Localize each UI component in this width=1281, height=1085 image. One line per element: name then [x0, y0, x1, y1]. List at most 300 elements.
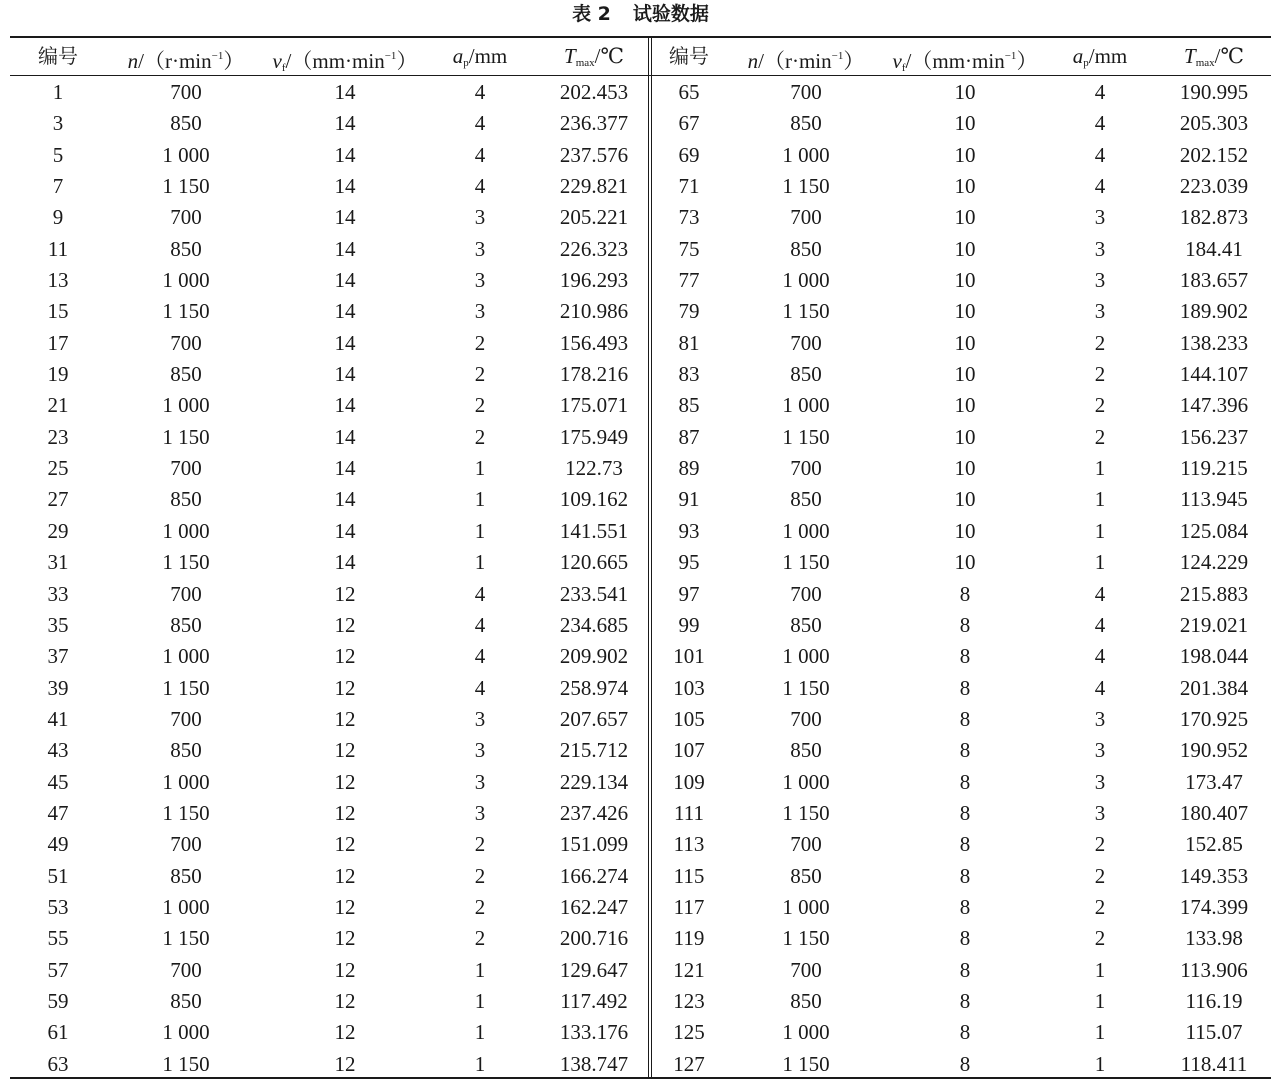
table-cell: 8 — [959, 863, 971, 888]
table-cell: 43 — [47, 738, 69, 763]
table-cell: 1 150 — [162, 424, 210, 449]
header-temp-symbol: T — [564, 44, 576, 68]
table-cell: 47 — [47, 800, 69, 825]
table-cell: 1 — [474, 550, 486, 575]
table-cell: 8 — [959, 675, 971, 700]
table-cell: 258.974 — [559, 675, 629, 700]
table-cell: 12 — [334, 832, 356, 857]
table-cell: 2 — [1094, 424, 1106, 449]
table-cell: 850 — [790, 236, 822, 261]
table-row — [10, 798, 1271, 829]
table-row — [10, 955, 1271, 986]
table-cell: 3 — [474, 769, 486, 794]
table-cell: 205.303 — [1179, 111, 1249, 136]
table-cell: 14 — [334, 111, 356, 136]
table-cell: 14 — [334, 362, 356, 387]
table-cell: 850 — [790, 863, 822, 888]
table-cell: 31 — [47, 550, 69, 575]
table-cell: 200.716 — [559, 926, 629, 951]
table-cell: 14 — [334, 518, 356, 543]
table-cell: 1 — [474, 1051, 486, 1076]
table-cell: 3 — [1094, 299, 1106, 324]
table-cell: 1 — [1094, 456, 1106, 481]
header-depth-sub-2: p — [1083, 57, 1089, 69]
header-depth — [440, 38, 520, 75]
table-cell: 97 — [678, 581, 700, 606]
table-cell: 10 — [954, 80, 976, 104]
table-cell: 3 — [474, 706, 486, 731]
table-cell: 700 — [790, 706, 822, 731]
header-depth-2 — [1060, 38, 1140, 75]
table-cell: 1 000 — [782, 1020, 830, 1045]
table-row — [10, 171, 1271, 202]
table-cell: 127 — [673, 1051, 705, 1076]
table-cell: 69 — [678, 142, 700, 167]
table-cell: 49 — [47, 832, 69, 857]
table-row — [10, 108, 1271, 139]
header-feed-symbol-2: v — [892, 49, 902, 73]
table-cell: 1 000 — [162, 1020, 210, 1045]
table-cell: 10 — [954, 236, 976, 261]
table-cell: 67 — [678, 111, 700, 136]
table-cell: 850 — [790, 487, 822, 512]
table-cell: 103 — [673, 675, 705, 700]
table-cell: 115 — [673, 863, 705, 888]
table-cell: 119 — [673, 926, 705, 951]
table-cell: 129.647 — [559, 957, 629, 982]
table-cell: 237.426 — [559, 800, 629, 825]
table-cell: 1 150 — [782, 174, 830, 199]
table-cell: 2 — [1094, 926, 1106, 951]
table-cell: 113 — [673, 832, 705, 857]
table-cell: 700 — [790, 581, 822, 606]
table-cell: 1 000 — [782, 769, 830, 794]
table-cell: 3 — [1094, 205, 1106, 230]
table-cell: 175.071 — [559, 393, 629, 418]
table-cell: 1 150 — [782, 926, 830, 951]
header-temp-unit-2: /℃ — [1214, 44, 1244, 68]
table-cell: 149.353 — [1179, 863, 1249, 888]
table-cell: 2 — [474, 424, 486, 449]
table-cell: 14 — [334, 550, 356, 575]
table-cell: 8 — [959, 644, 971, 669]
table-cell: 117.492 — [560, 988, 628, 1013]
table-cell: 207.657 — [559, 706, 629, 731]
table-cell: 1 — [474, 1020, 486, 1045]
table-cell: 39 — [47, 675, 69, 700]
table-cell: 156.237 — [1179, 424, 1249, 449]
table-cell: 1 000 — [162, 142, 210, 167]
header-speed-symbol: n — [127, 49, 139, 73]
table-cell: 1 150 — [162, 926, 210, 951]
table-cell: 1 — [52, 80, 64, 104]
table-cell: 229.134 — [559, 769, 629, 794]
table-row — [10, 234, 1271, 265]
table-cell: 1 150 — [162, 1051, 210, 1076]
table-cell: 237.576 — [559, 142, 629, 167]
table-cell: 138.747 — [559, 1051, 629, 1076]
table-row — [10, 892, 1271, 923]
table-cell: 1 — [1094, 1020, 1106, 1045]
table-cell: 1 000 — [782, 644, 830, 669]
table-cell: 95 — [678, 550, 700, 575]
table-cell: 152.85 — [1185, 832, 1243, 857]
header-speed-close-2: ） — [843, 49, 865, 73]
table-cell: 1 — [474, 456, 486, 481]
table-cell: 202.453 — [559, 80, 629, 104]
table-cell: 138.233 — [1179, 330, 1249, 355]
table-cell: 1 150 — [162, 299, 210, 324]
table-cell: 170.925 — [1179, 706, 1249, 731]
table-cell: 109 — [673, 769, 705, 794]
table-cell: 14 — [334, 330, 356, 355]
table-cell: 25 — [47, 456, 69, 481]
table-cell: 8 — [959, 926, 971, 951]
table-cell: 175.949 — [559, 424, 629, 449]
table-cell: 209.902 — [559, 644, 629, 669]
table-cell: 107 — [673, 738, 705, 763]
table-row — [10, 735, 1271, 766]
table-cell: 1 000 — [162, 268, 210, 293]
table-cell: 3 — [474, 268, 486, 293]
table-cell: 2 — [1094, 894, 1106, 919]
table-cell: 1 — [1094, 1051, 1106, 1076]
table-row — [10, 1017, 1271, 1048]
table-cell: 190.995 — [1179, 80, 1249, 104]
table-cell: 178.216 — [559, 362, 629, 387]
table-cell: 700 — [790, 456, 822, 481]
table-cell: 3 — [1094, 706, 1106, 731]
table-cell: 71 — [678, 174, 700, 199]
table-cell: 1 150 — [782, 550, 830, 575]
table-cell: 14 — [334, 142, 356, 167]
table-cell: 850 — [170, 988, 202, 1013]
table-cell: 10 — [954, 362, 976, 387]
header-depth-unit: /mm — [468, 44, 508, 68]
header-feed-symbol: v — [272, 49, 282, 73]
header-speed-exp-2: −1 — [831, 50, 844, 62]
header-depth-symbol: a — [452, 44, 464, 68]
table-cell: 14 — [334, 174, 356, 199]
table-cell: 65 — [678, 80, 700, 104]
table-cell: 162.247 — [559, 894, 629, 919]
table-cell: 700 — [790, 957, 822, 982]
table-cell: 109.162 — [559, 487, 629, 512]
table-cell: 1 150 — [782, 675, 830, 700]
header-temp-symbol-2: T — [1184, 44, 1196, 68]
table-cell: 233.541 — [559, 581, 629, 606]
table-cell: 4 — [474, 80, 486, 104]
table-cell: 12 — [334, 769, 356, 794]
header-speed-exp: −1 — [211, 50, 224, 62]
table-cell: 700 — [790, 205, 822, 230]
table-cell: 15 — [47, 299, 69, 324]
table-row — [10, 610, 1271, 641]
table-cell: 8 — [959, 832, 971, 857]
table-cell: 17 — [47, 330, 69, 355]
table-caption: 试验数据 — [632, 3, 709, 25]
table-cell: 3 — [474, 205, 486, 230]
table-cell: 4 — [1094, 675, 1106, 700]
table-cell: 1 000 — [782, 393, 830, 418]
table-cell: 12 — [334, 675, 356, 700]
header-id: 编号 — [38, 44, 78, 68]
table-cell: 14 — [334, 393, 356, 418]
table-cell: 183.657 — [1179, 268, 1249, 293]
table-cell: 234.685 — [559, 612, 629, 637]
table-cell: 87 — [678, 424, 700, 449]
table-cell: 12 — [334, 894, 356, 919]
table-cell: 182.873 — [1179, 205, 1249, 230]
table-cell: 4 — [1094, 612, 1106, 637]
table-row — [10, 767, 1271, 798]
table-cell: 850 — [170, 111, 202, 136]
header-temp-sub: max — [575, 57, 595, 69]
table-cell: 2 — [474, 832, 486, 857]
table-cell: 8 — [959, 1051, 971, 1076]
header-speed-2 — [746, 38, 866, 75]
table-row — [10, 484, 1271, 515]
table-cell: 850 — [170, 362, 202, 387]
table-cell: 236.377 — [559, 111, 629, 136]
table-cell: 12 — [334, 644, 356, 669]
table-cell: 10 — [954, 111, 976, 136]
table-cell: 2 — [1094, 832, 1106, 857]
table-row — [10, 704, 1271, 735]
table-cell: 700 — [170, 706, 202, 731]
table-cell: 10 — [954, 487, 976, 512]
table-cell: 4 — [1094, 581, 1106, 606]
table-cell: 850 — [790, 362, 822, 387]
table-cell: 105 — [673, 706, 705, 731]
table-cell: 1 — [1094, 518, 1106, 543]
table-cell: 14 — [334, 424, 356, 449]
table-row — [10, 202, 1271, 233]
table-cell: 9 — [52, 205, 64, 230]
table-cell: 10 — [954, 393, 976, 418]
table-cell: 61 — [47, 1020, 69, 1045]
table-cell: 35 — [47, 612, 69, 637]
table-cell: 1 — [474, 957, 486, 982]
table-cell: 226.323 — [559, 236, 629, 261]
table-cell: 1 — [474, 487, 486, 512]
table-cell: 133.98 — [1185, 926, 1243, 951]
table-cell: 850 — [790, 612, 822, 637]
table-cell: 1 150 — [782, 1051, 830, 1076]
table-cell: 3 — [474, 800, 486, 825]
header-rule — [10, 75, 1271, 76]
table-cell: 8 — [959, 800, 971, 825]
table-cell: 8 — [959, 769, 971, 794]
table-cell: 2 — [474, 926, 486, 951]
table-cell: 8 — [959, 988, 971, 1013]
table-cell: 3 — [1094, 268, 1106, 293]
table-cell: 1 000 — [782, 142, 830, 167]
table-cell: 850 — [170, 738, 202, 763]
table-cell: 700 — [170, 957, 202, 982]
header-feed-unit: /（mm·min — [285, 49, 385, 73]
table-cell: 14 — [334, 268, 356, 293]
table-cell: 11 — [47, 236, 69, 261]
table-cell: 41 — [47, 706, 69, 731]
header-depth-symbol-2: a — [1072, 44, 1084, 68]
table-cell: 1 — [1094, 487, 1106, 512]
table-cell: 1 150 — [782, 800, 830, 825]
table-cell: 1 000 — [782, 894, 830, 919]
table-cell: 223.039 — [1179, 174, 1249, 199]
table-cell: 189.902 — [1179, 299, 1249, 324]
table-cell: 1 000 — [162, 769, 210, 794]
table-cell: 156.493 — [559, 330, 629, 355]
table-cell: 118.411 — [1180, 1051, 1248, 1076]
table-cell: 850 — [170, 487, 202, 512]
table-cell: 3 — [1094, 769, 1106, 794]
table-cell: 91 — [678, 487, 700, 512]
table-cell: 4 — [474, 111, 486, 136]
table-cell: 123 — [673, 988, 705, 1013]
table-cell: 14 — [334, 456, 356, 481]
table-cell: 12 — [334, 863, 356, 888]
table-cell: 59 — [47, 988, 69, 1013]
header-feed-close-2: ） — [1016, 49, 1038, 73]
table-cell: 12 — [334, 738, 356, 763]
table-cell: 37 — [47, 644, 69, 669]
table-cell: 10 — [954, 174, 976, 199]
table-cell: 850 — [790, 738, 822, 763]
table-cell: 141.551 — [559, 518, 629, 543]
table-cell: 8 — [959, 738, 971, 763]
table-cell: 14 — [334, 80, 356, 104]
header-feed-exp: −1 — [384, 50, 397, 62]
header-speed — [126, 38, 246, 75]
table-cell: 89 — [678, 456, 700, 481]
table-cell: 8 — [959, 706, 971, 731]
table-cell: 190.952 — [1179, 738, 1249, 763]
table-header — [10, 38, 1271, 75]
table-cell: 119.215 — [1180, 456, 1248, 481]
table-row — [10, 140, 1271, 171]
table-row — [10, 547, 1271, 578]
table-cell: 27 — [47, 487, 69, 512]
table-cell: 1 150 — [162, 675, 210, 700]
table-cell: 14 — [334, 299, 356, 324]
table-cell: 45 — [47, 769, 69, 794]
table-cell: 1 — [474, 518, 486, 543]
header-temp-unit: /℃ — [594, 44, 624, 68]
table-row — [10, 986, 1271, 1017]
table-cell: 8 — [959, 612, 971, 637]
table-cell: 2 — [1094, 330, 1106, 355]
table-cell: 2 — [474, 894, 486, 919]
table-cell: 700 — [170, 330, 202, 355]
table-cell: 73 — [678, 205, 700, 230]
table-cell: 196.293 — [559, 268, 629, 293]
table-cell: 14 — [334, 236, 356, 261]
table-cell: 21 — [47, 393, 69, 418]
table-cell: 14 — [334, 487, 356, 512]
table-cell: 1 000 — [782, 518, 830, 543]
table-cell: 99 — [678, 612, 700, 637]
table-cell: 113.906 — [1180, 957, 1248, 982]
table-cell: 116.19 — [1185, 988, 1243, 1013]
table-cell: 201.384 — [1179, 675, 1249, 700]
table-cell: 83 — [678, 362, 700, 387]
table-row — [10, 328, 1271, 359]
table-row — [10, 296, 1271, 327]
table-cell: 12 — [334, 988, 356, 1013]
table-cell: 12 — [334, 800, 356, 825]
table-cell: 1 — [1094, 550, 1106, 575]
table-cell: 850 — [170, 236, 202, 261]
table-row — [10, 673, 1271, 704]
table-cell: 12 — [334, 1020, 356, 1045]
header-id-2: 编号 — [669, 44, 709, 68]
table-row — [10, 265, 1271, 296]
table-cell: 1 000 — [162, 393, 210, 418]
table-cell: 12 — [334, 706, 356, 731]
table-row — [10, 861, 1271, 892]
table-cell: 75 — [678, 236, 700, 261]
header-speed-unit: /（r·min — [138, 49, 212, 73]
table-cell: 115.07 — [1185, 1020, 1243, 1045]
table-cell: 229.821 — [559, 174, 629, 199]
table-cell: 700 — [790, 80, 822, 104]
table-row — [10, 579, 1271, 610]
table-cell: 700 — [790, 832, 822, 857]
table-cell: 198.044 — [1179, 644, 1249, 669]
table-cell: 850 — [170, 612, 202, 637]
table-cell: 3 — [52, 111, 64, 136]
table-row — [10, 453, 1271, 484]
table-cell: 12 — [334, 1051, 356, 1076]
table-cell: 13 — [47, 268, 69, 293]
table-cell: 3 — [474, 236, 486, 261]
table-cell: 8 — [959, 957, 971, 982]
table-cell: 3 — [1094, 738, 1106, 763]
table-cell: 2 — [474, 393, 486, 418]
table-cell: 33 — [47, 581, 69, 606]
table-cell: 124.229 — [1179, 550, 1249, 575]
table-cell: 147.396 — [1179, 393, 1249, 418]
table-cell: 125.084 — [1179, 518, 1249, 543]
header-feed — [265, 38, 425, 75]
table-body — [10, 77, 1271, 1080]
table-cell: 81 — [678, 330, 700, 355]
table-cell: 10 — [954, 299, 976, 324]
header-speed-symbol-2: n — [747, 49, 759, 73]
table-cell: 700 — [170, 456, 202, 481]
header-depth-unit-2: /mm — [1088, 44, 1128, 68]
table-cell: 4 — [1094, 174, 1106, 199]
table-row — [10, 1049, 1271, 1080]
table-cell: 12 — [334, 612, 356, 637]
table-cell: 12 — [334, 581, 356, 606]
table-cell: 210.986 — [559, 299, 629, 324]
table-cell: 14 — [334, 205, 356, 230]
table-cell: 2 — [474, 863, 486, 888]
table-cell: 1 — [1094, 988, 1106, 1013]
table-cell: 125 — [673, 1020, 705, 1045]
table-row — [10, 641, 1271, 672]
table-cell: 12 — [334, 926, 356, 951]
header-feed-sub-2: f — [901, 62, 906, 74]
table-cell: 8 — [959, 1020, 971, 1045]
table-cell: 1 150 — [782, 424, 830, 449]
table-cell: 29 — [47, 518, 69, 543]
table-cell: 120.665 — [559, 550, 629, 575]
table-cell: 10 — [954, 205, 976, 230]
table-row — [10, 516, 1271, 547]
